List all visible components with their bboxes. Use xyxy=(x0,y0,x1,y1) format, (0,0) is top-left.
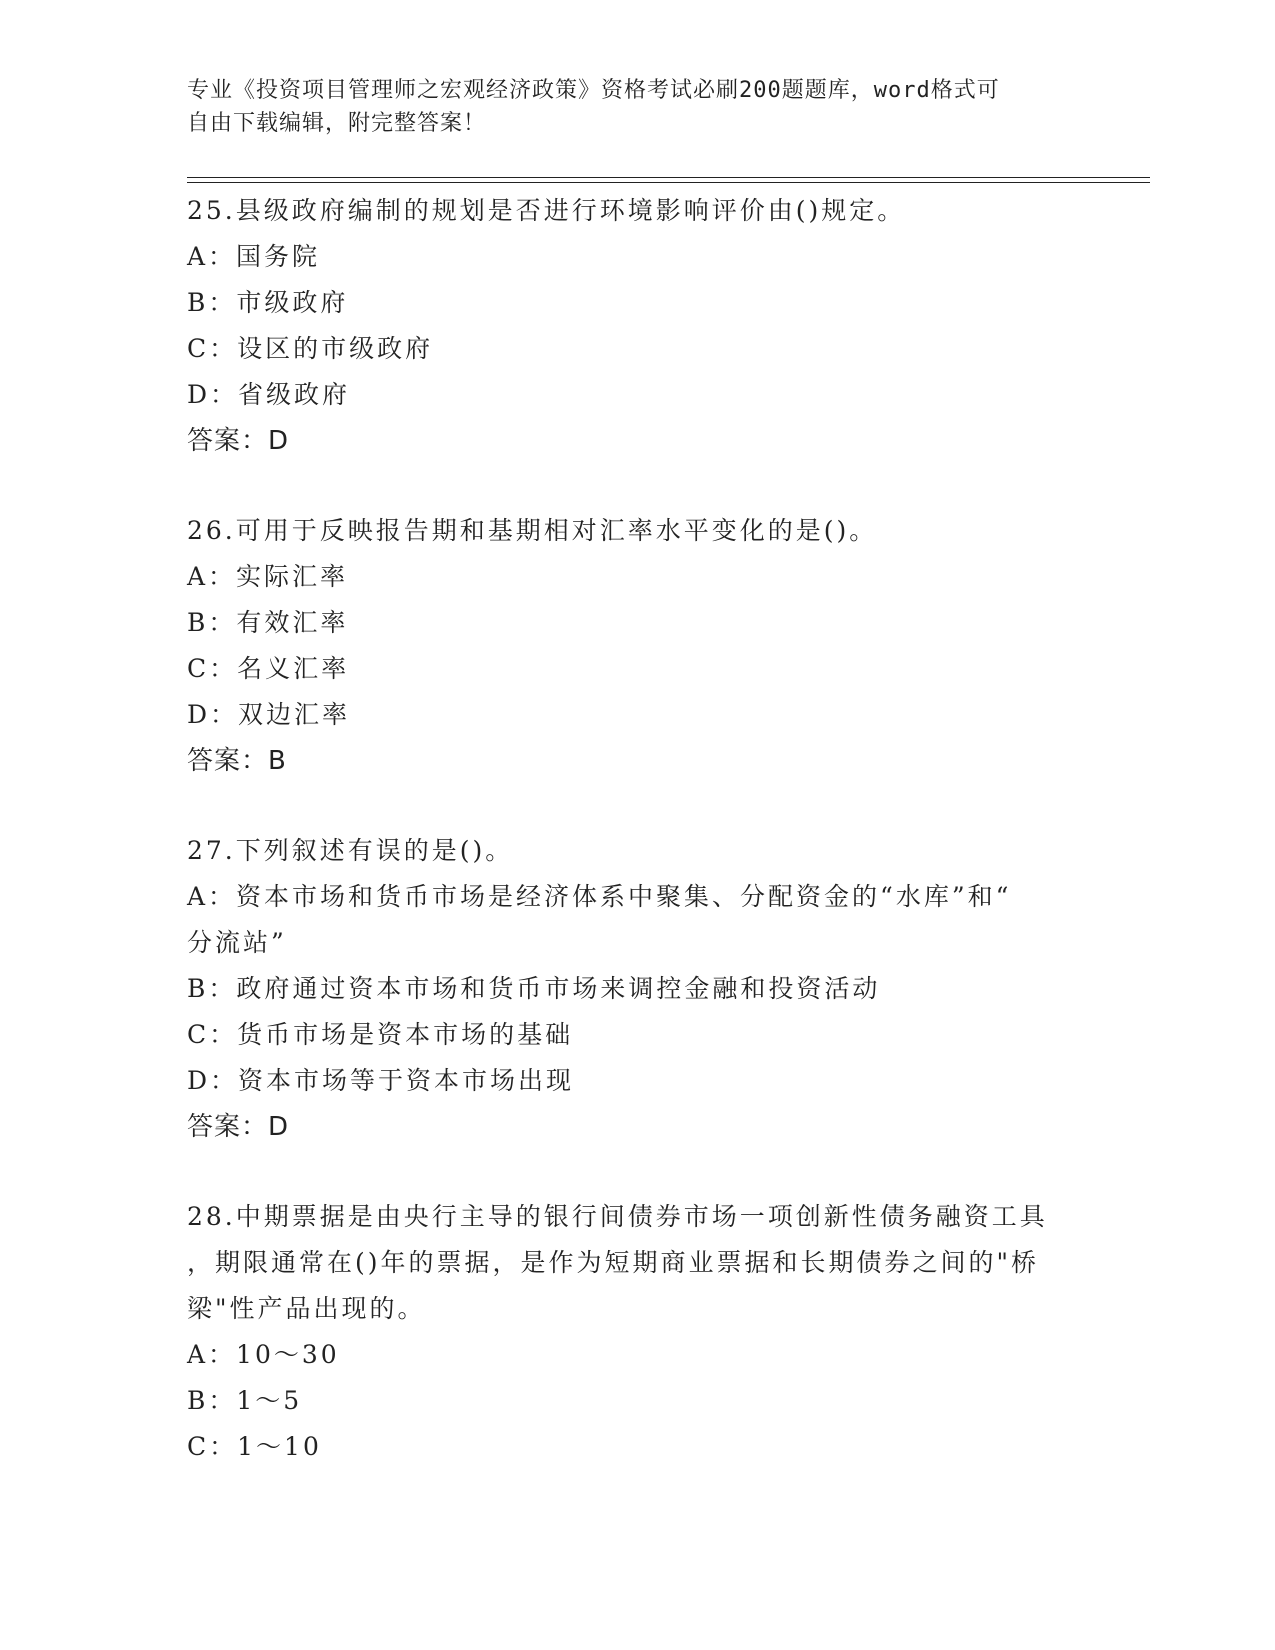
option-c: C：1～10 xyxy=(187,1432,322,1461)
question-spacer xyxy=(187,1150,1087,1194)
question-block xyxy=(187,828,1087,1150)
header-line-2: 自由下载编辑，附完整答案！ xyxy=(187,111,487,136)
option-b: B：有效汇率 xyxy=(187,608,349,637)
question-stem: 25.县级政府编制的规划是否进行环境影响评价由()规定。 xyxy=(187,196,906,225)
question-stem: 27.下列叙述有误的是()。 xyxy=(187,836,514,865)
option-b: B：1～5 xyxy=(187,1386,303,1415)
option-b: B：政府通过资本市场和货币市场来调控金融和投资活动 xyxy=(187,974,881,1003)
question-list xyxy=(187,188,1087,1470)
option-a: A：资本市场和货币市场是经济体系中聚集、分配资金的“水库”和“ xyxy=(187,882,1012,911)
option-a-continued: 分流站” xyxy=(187,928,287,957)
option-b: B：市级政府 xyxy=(187,288,349,317)
question-stem-line-3: 梁"性产品出现的。 xyxy=(187,1294,426,1323)
option-d: D：省级政府 xyxy=(187,380,351,409)
question-stem: 26.可用于反映报告期和基期相对汇率水平变化的是()。 xyxy=(187,516,878,545)
option-c: C：设区的市级政府 xyxy=(187,334,434,363)
question-spacer xyxy=(187,784,1087,828)
option-a: A：10～30 xyxy=(187,1340,340,1369)
question-stem-line-2: ，期限通常在()年的票据，是作为短期商业票据和长期债券之间的"桥 xyxy=(187,1248,1040,1277)
header-line-1: 专业《投资项目管理师之宏观经济政策》资格考试必刷200题题库，word格式可 xyxy=(187,78,1000,103)
header-divider-top xyxy=(187,177,1150,178)
option-c: C：货币市场是资本市场的基础 xyxy=(187,1020,574,1049)
option-a: A：实际汇率 xyxy=(187,562,349,591)
option-d: D：资本市场等于资本市场出现 xyxy=(187,1066,575,1095)
question-spacer xyxy=(187,464,1087,508)
document-header xyxy=(187,74,1087,140)
question-stem-line-1: 28.中期票据是由央行主导的银行间债券市场一项创新性债务融资工具 xyxy=(187,1202,1048,1231)
option-c: C：名义汇率 xyxy=(187,654,350,683)
option-a: A：国务院 xyxy=(187,242,321,271)
answer-line: 答案：B xyxy=(187,746,287,776)
question-block xyxy=(187,508,1087,784)
question-block xyxy=(187,188,1087,464)
answer-line: 答案：D xyxy=(187,1112,290,1142)
option-d: D：双边汇率 xyxy=(187,700,351,729)
question-block xyxy=(187,1194,1087,1470)
header-divider-bottom xyxy=(187,182,1150,183)
answer-line: 答案：D xyxy=(187,426,290,456)
